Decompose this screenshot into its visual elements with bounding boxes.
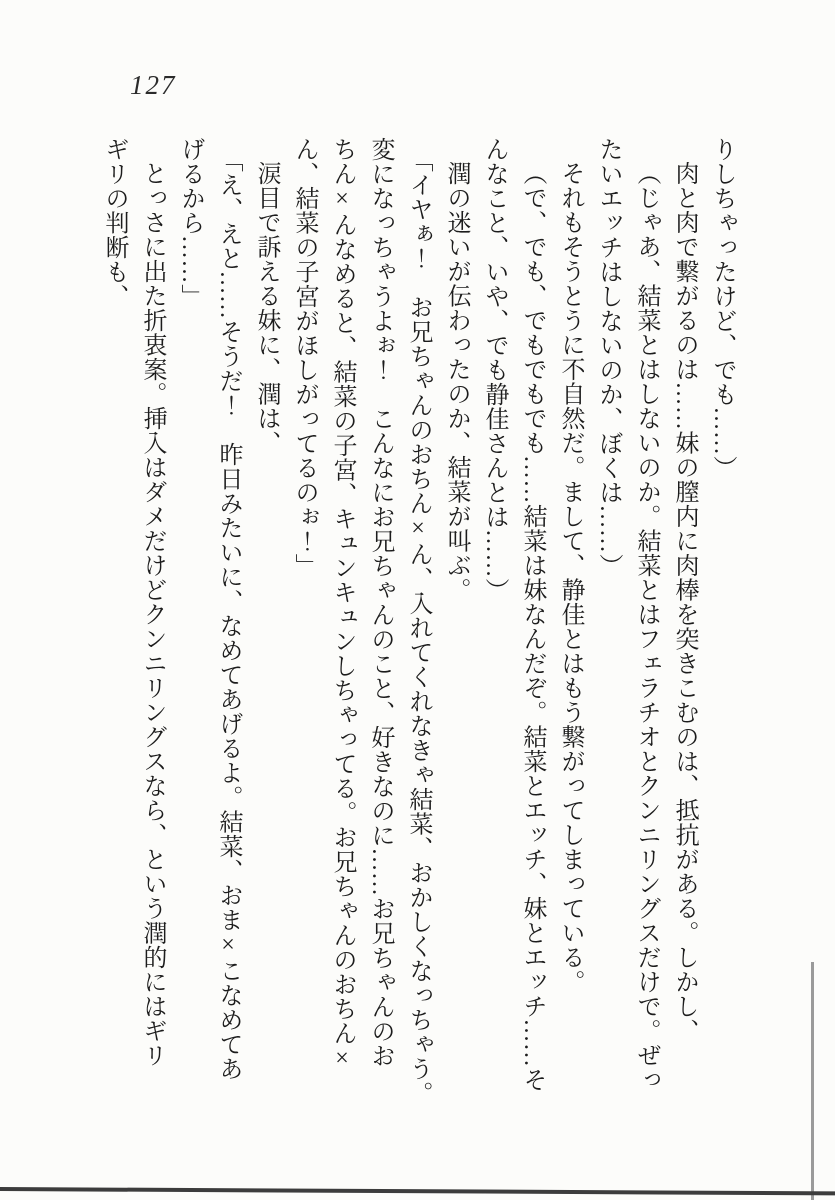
text-line-1: りしちゃったけど、でも……） xyxy=(709,137,735,480)
text-line-10: 変になっちゃうよぉ！ こんなにお兄ちゃんのこと、好きなのに……お兄ちゃんのお xyxy=(367,137,393,1068)
scan-edge-bottom-line xyxy=(0,1187,835,1195)
text-line-16: とっさに出た折衷案。挿入はダメだけどクンニリングスなら、という潤的にはギリ xyxy=(139,161,165,1068)
text-line-12: ん、結菜の子宮がほしがってるのぉ！」 xyxy=(291,137,317,578)
text-line-3: （じゃあ、結菜とはしないのか。結菜とはフェラチオとクンニリングスだけで。ぜっ xyxy=(633,161,659,1092)
text-line-13: 涙目で訴える妹に、潤は、 xyxy=(253,161,279,455)
vertical-text-block xyxy=(95,137,741,1127)
scan-edge-right-line xyxy=(811,962,814,1200)
text-line-2: 肉と肉で繋がるのは……妹の膣内に肉棒を突きこむのは、抵抗がある。しかし、 xyxy=(671,161,697,1043)
text-line-14: 「え、えと……そうだ！ 昨日みたいに、なめてあげるよ。結菜、おま×こなめてあ xyxy=(215,148,241,1081)
text-line-4: たいエッチはしないのか、ぼくは……） xyxy=(595,137,621,578)
text-line-7: んなこと、いや、でも静佳さんとは……） xyxy=(481,137,507,603)
text-line-9: 「イヤぁ！ お兄ちゃんのおちん×ん、入れてくれなきゃ結菜、おかしくなっちゃう。 xyxy=(405,148,431,1106)
text-line-8: 潤の迷いが伝わったのか、結菜が叫ぶ。 xyxy=(443,161,469,602)
text-line-11: ちん×んなめると、結菜の子宮、キュンキュンしちゃってる。お兄ちゃんのおちん× xyxy=(329,137,355,1072)
page-number: 127 xyxy=(130,70,177,100)
text-line-17: ギリの判断も、 xyxy=(101,137,127,309)
text-line-6: （で、でも、でもでもでも……結菜は妹なんだぞ。結菜とエッチ、妹とエッチ……そ xyxy=(519,161,545,1092)
text-line-5: それもそうとうに不自然だ。まして、静佳とはもう繋がってしまっている。 xyxy=(557,161,583,994)
text-line-15: げるから……」 xyxy=(177,137,203,309)
